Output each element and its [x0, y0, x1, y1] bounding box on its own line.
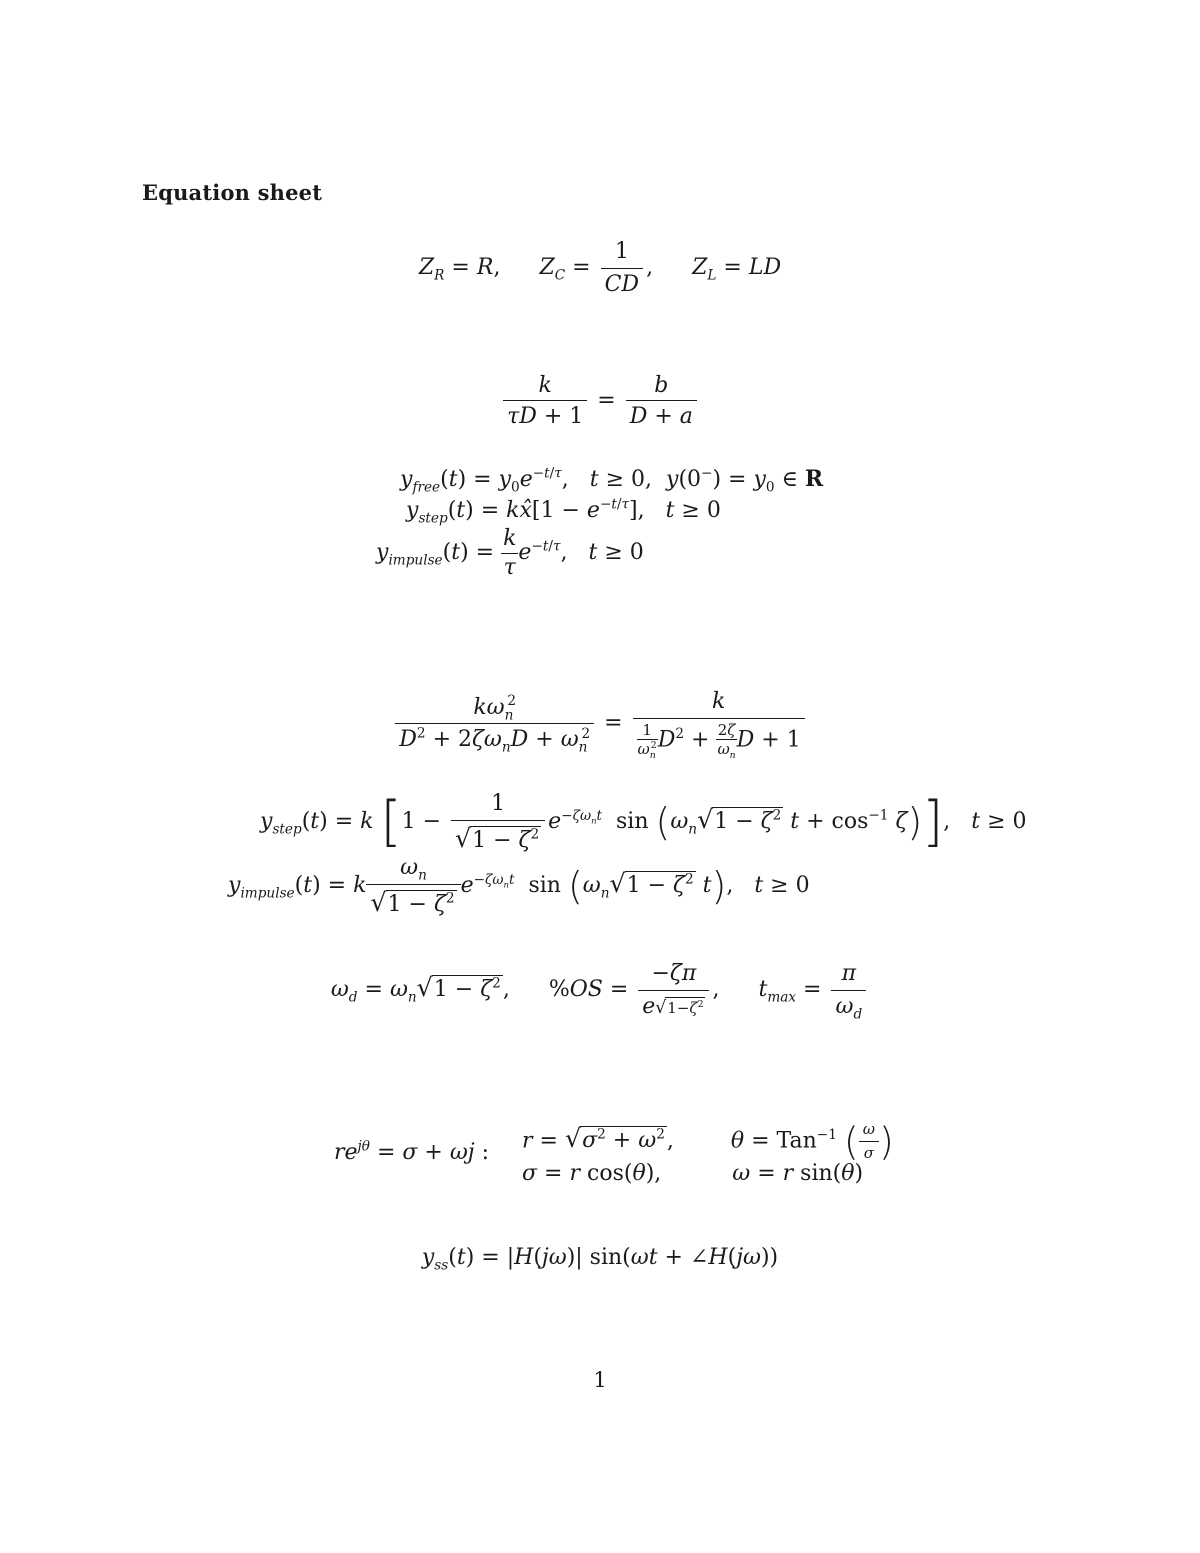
impedance-equations: $Z_R = R$, $Z_C$ = $\frac{1}{CD}$ , $Z_L$ = LD [418, 239, 782, 297]
page-number: 1 [593, 1368, 607, 1392]
damped-frequency-equations: $\omega_d = \omega_n√1 - \zeta^2$, %OS = $\frac{-\zeta\pi}{e√1-\zeta^2}$ , $t_{max}$ = $\frac{\pi}{\omega_d}$ [0, 960, 1200, 1020]
second-order-transfer-equation: $\frac{k\omega_n^2}{D^2 + 2\zeta\omega_nD + \omega_n^2}$ = k $\frac{1}{\omega_n^2}$ $D^2$ + $\frac{2\zeta}{\omega_n}$ D + 1 [0, 688, 1200, 759]
first-order-responses: $y_{free}(t) = y_0e^{-t/\tau}$, t ≥ 0, $y(0^-) = y_0$ ∈ R $y_{step}(t)$ = kx̂[1 − $e^{-t/\tau}$], t ≥ 0 $y_{impulse}(t)$ = $\frac{k}{\tau}$ $e^{-t/\tau}$, t ≥ 0 [376, 465, 824, 580]
second-order-responses: $y_{step}(t) = k$ [1 − $\frac{1}{√1 - \zeta^2}$ $e^{-\zeta\omega_nt}$ $\sin (\omega_n√1 - \zeta^2$ $t + \cos^{-1} \zeta$)], t ≥ 0 $y_{impulse}(t) = k$ $\frac{\omega_n}{√1 - \zeta^2}$ $e^{-\zeta\omega_nt}$ $\sin (\omega_n√1 - \zeta^2$ t), t ≥ 0 [228, 790, 1027, 917]
polar-form-equations: $re^{j\theta} = \sigma + \omega j$ : $r = √\sigma^2 + \omega^2$, θ = Tan$^{-1}$ ( $\frac{\omega}{\sigma}$ ) σ = r cos(θ), ω = r sin(θ) [334, 1119, 894, 1186]
steady-state-equation: $y_{ss}(t) = |H(j\omega)|$ sin(ωt + ∠H(jω)) [421, 1244, 779, 1273]
first-order-transfer-equation: $\frac{k}{\tau D + 1}$ = $\frac{b}{D + a}$ [0, 372, 1200, 430]
page-title: Equation sheet [142, 180, 323, 205]
